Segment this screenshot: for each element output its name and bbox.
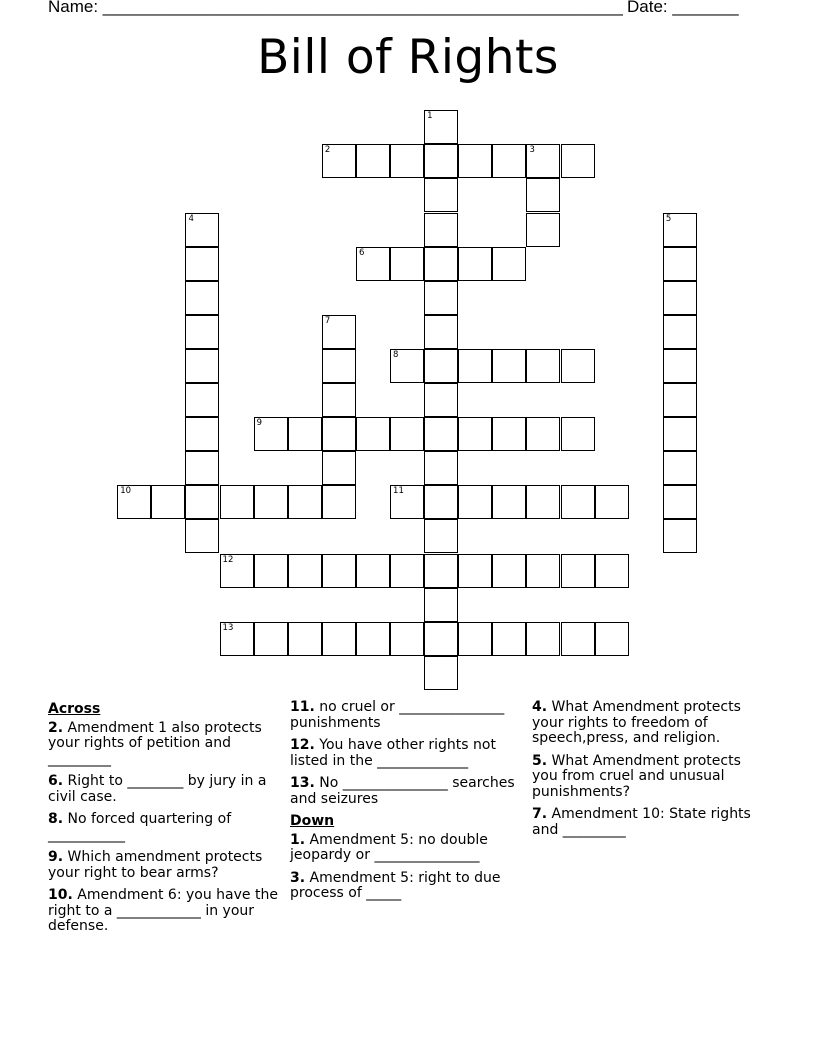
crossword-cell[interactable] xyxy=(322,349,356,383)
crossword-cell[interactable] xyxy=(390,144,424,178)
crossword-cell[interactable] xyxy=(595,622,629,656)
clue-text: Amendment 1 also protects your rights of petition and _________ xyxy=(48,719,262,767)
crossword-cell[interactable] xyxy=(561,554,595,588)
clue-number: 5. xyxy=(532,752,548,769)
clues-column-3 xyxy=(532,700,767,845)
crossword-cell[interactable] xyxy=(322,315,356,349)
clue-down-3 xyxy=(290,871,515,902)
crossword-cell[interactable] xyxy=(458,349,492,383)
crossword-cell[interactable] xyxy=(561,144,595,178)
down-heading: Down xyxy=(290,813,335,829)
crossword-cell[interactable] xyxy=(390,485,424,519)
clue-text: No _______________ searches and seizures xyxy=(290,775,515,807)
clue-number: 4. xyxy=(532,699,548,715)
crossword-cell[interactable] xyxy=(424,144,458,178)
crossword-cell[interactable] xyxy=(185,281,219,315)
cell-number: 5 xyxy=(665,213,672,224)
crossword-cell[interactable] xyxy=(322,485,356,519)
cell-number: 7 xyxy=(324,315,331,326)
clue-number: 10. xyxy=(48,887,73,903)
crossword-cell[interactable] xyxy=(424,349,458,383)
cell-number: 9 xyxy=(256,418,263,429)
crossword-cell[interactable] xyxy=(151,485,185,519)
crossword-cell[interactable] xyxy=(424,485,458,519)
crossword-cell[interactable] xyxy=(526,417,560,451)
crossword-cell[interactable] xyxy=(390,349,424,383)
crossword-cell[interactable] xyxy=(458,485,492,519)
crossword-cell[interactable] xyxy=(561,622,595,656)
crossword-cell[interactable] xyxy=(424,554,458,588)
crossword-cell[interactable] xyxy=(458,247,492,281)
crossword-cell[interactable] xyxy=(322,622,356,656)
clue-across-8 xyxy=(48,812,280,843)
cell-number: 12 xyxy=(222,554,234,565)
crossword-cell[interactable] xyxy=(526,485,560,519)
crossword-cell[interactable] xyxy=(492,349,526,383)
crossword-cell[interactable] xyxy=(117,485,151,519)
crossword-cell[interactable] xyxy=(185,349,219,383)
crossword-cell[interactable] xyxy=(561,485,595,519)
crossword-cell[interactable] xyxy=(356,417,390,451)
crossword-cell[interactable] xyxy=(424,417,458,451)
crossword-cell[interactable] xyxy=(424,281,458,315)
crossword-cell[interactable] xyxy=(322,383,356,417)
clue-across-9 xyxy=(48,850,280,881)
clue-text: no cruel or _______________ punishments xyxy=(290,699,505,731)
crossword-cell[interactable] xyxy=(663,519,697,553)
crossword-cell[interactable] xyxy=(424,315,458,349)
crossword-cell[interactable] xyxy=(526,554,560,588)
crossword-cell[interactable] xyxy=(663,451,697,485)
crossword-cell[interactable] xyxy=(254,622,288,656)
crossword-cell[interactable] xyxy=(185,247,219,281)
crossword-cell[interactable] xyxy=(322,417,356,451)
clues-column-1 xyxy=(48,700,280,942)
crossword-cell[interactable] xyxy=(424,519,458,553)
clue-text: Amendment 6: you have the right to a ____________ in your defense. xyxy=(48,887,278,934)
crossword-cell[interactable] xyxy=(390,247,424,281)
clue-number: 7. xyxy=(532,806,548,822)
crossword-cell[interactable] xyxy=(288,622,322,656)
crossword-cell[interactable] xyxy=(185,315,219,349)
crossword-cell[interactable] xyxy=(561,417,595,451)
clue-number: 8. xyxy=(48,811,64,827)
clue-across-6 xyxy=(48,774,280,805)
crossword-cell[interactable] xyxy=(185,417,219,451)
clues-column-2 xyxy=(290,700,515,909)
clue-across-11 xyxy=(290,700,515,731)
clue-number: 11. xyxy=(290,699,315,715)
crossword-cell[interactable] xyxy=(322,144,356,178)
crossword-cell[interactable] xyxy=(424,383,458,417)
date-field-label: Date: _______ xyxy=(627,0,739,16)
crossword-cell[interactable] xyxy=(663,213,697,247)
crossword-cell[interactable] xyxy=(424,588,458,622)
crossword-cell[interactable] xyxy=(492,247,526,281)
cell-number: 6 xyxy=(358,247,365,258)
clue-down-1 xyxy=(290,833,515,864)
crossword-cell[interactable] xyxy=(663,247,697,281)
cell-number: 4 xyxy=(188,213,194,224)
crossword-cell[interactable] xyxy=(185,213,219,247)
crossword-cell[interactable] xyxy=(492,554,526,588)
crossword-cell[interactable] xyxy=(492,622,526,656)
crossword-cell[interactable] xyxy=(254,417,288,451)
crossword-cell[interactable] xyxy=(322,451,356,485)
crossword-cell[interactable] xyxy=(458,622,492,656)
clue-text: Amendment 5: right to due process of _____ xyxy=(290,869,501,901)
clue-across-13 xyxy=(290,776,515,807)
crossword-cell[interactable] xyxy=(492,485,526,519)
crossword-cell[interactable] xyxy=(458,554,492,588)
crossword-cell[interactable] xyxy=(663,383,697,417)
clue-text: Amendment 5: no double jeopardy or _______________ xyxy=(290,831,488,863)
clue-number: 13. xyxy=(290,775,315,791)
clue-text: Amendment 10: State rights and _________ xyxy=(532,806,751,838)
crossword-cell[interactable] xyxy=(663,417,697,451)
crossword-cell[interactable] xyxy=(288,417,322,451)
crossword-cell[interactable] xyxy=(424,110,458,144)
crossword-cell[interactable] xyxy=(561,349,595,383)
crossword-cell[interactable] xyxy=(220,622,254,656)
crossword-cell[interactable] xyxy=(663,281,697,315)
crossword-cell[interactable] xyxy=(220,485,254,519)
cell-number: 8 xyxy=(393,349,399,360)
cell-number: 13 xyxy=(222,622,234,633)
crossword-cell[interactable] xyxy=(424,247,458,281)
crossword-cell[interactable] xyxy=(526,144,560,178)
clue-across-10 xyxy=(48,888,280,935)
crossword-cell[interactable] xyxy=(526,349,560,383)
crossword-cell[interactable] xyxy=(458,144,492,178)
crossword-cell[interactable] xyxy=(390,554,424,588)
crossword-cell[interactable] xyxy=(288,485,322,519)
crossword-cell[interactable] xyxy=(424,178,458,212)
clue-number: 9. xyxy=(48,849,64,865)
crossword-cell[interactable] xyxy=(322,554,356,588)
clue-number: 2. xyxy=(48,719,64,736)
name-field-label: Name: _______________________________________________________ xyxy=(48,0,623,16)
crossword-cell[interactable] xyxy=(254,485,288,519)
clue-text: Right to ________ by jury in a civil case. xyxy=(48,773,267,805)
cell-number: 1 xyxy=(427,111,433,122)
crossword-cell[interactable] xyxy=(390,622,424,656)
crossword-cell[interactable] xyxy=(526,213,560,247)
clue-down-5 xyxy=(532,754,767,801)
page-title: Bill of Rights xyxy=(257,30,559,85)
crossword-cell[interactable] xyxy=(458,417,492,451)
cell-number: 11 xyxy=(393,486,404,497)
crossword-cell[interactable] xyxy=(254,554,288,588)
crossword-cell[interactable] xyxy=(424,451,458,485)
crossword-cell[interactable] xyxy=(390,417,424,451)
crossword-cell[interactable] xyxy=(356,554,390,588)
crossword-cell[interactable] xyxy=(185,519,219,553)
crossword-cell[interactable] xyxy=(185,451,219,485)
across-heading: Across xyxy=(48,701,101,717)
clue-text: What Amendment protects your rights to freedom of speech,press, and religion. xyxy=(532,699,741,746)
clue-text: What Amendment protects you from cruel and unusual punishments? xyxy=(532,752,741,800)
clue-text: No forced quartering of ___________ xyxy=(48,811,232,843)
crossword-cell[interactable] xyxy=(288,554,322,588)
crossword-cell[interactable] xyxy=(526,622,560,656)
crossword-cell[interactable] xyxy=(424,656,458,690)
clue-number: 6. xyxy=(48,773,64,789)
clue-across-2 xyxy=(48,721,280,768)
clue-number: 1. xyxy=(290,831,306,848)
crossword-cell[interactable] xyxy=(220,554,254,588)
clue-text: Which amendment protects your right to bear arms? xyxy=(48,849,263,881)
crossword-cell[interactable] xyxy=(185,485,219,519)
crossword-cell[interactable] xyxy=(526,178,560,212)
crossword-cell[interactable] xyxy=(185,383,219,417)
crossword-cell[interactable] xyxy=(492,417,526,451)
clue-down-7 xyxy=(532,807,767,838)
crossword-cell[interactable] xyxy=(595,485,629,519)
clue-number: 12. xyxy=(290,737,315,753)
clue-across-12 xyxy=(290,738,515,769)
cell-number: 10 xyxy=(120,486,132,497)
crossword-cell[interactable] xyxy=(663,349,697,383)
crossword-cell[interactable] xyxy=(663,315,697,349)
crossword-cell[interactable] xyxy=(595,554,629,588)
crossword-cell[interactable] xyxy=(663,485,697,519)
crossword-cell[interactable] xyxy=(356,247,390,281)
clue-down-4 xyxy=(532,700,767,747)
crossword-cell[interactable] xyxy=(356,144,390,178)
crossword-cell[interactable] xyxy=(424,213,458,247)
crossword-cell[interactable] xyxy=(492,144,526,178)
cell-number: 2 xyxy=(324,145,331,156)
crossword-cell[interactable] xyxy=(424,622,458,656)
clue-text: You have other rights not listed in the _____________ xyxy=(290,737,496,769)
clue-number: 3. xyxy=(290,869,306,886)
cell-number: 3 xyxy=(529,145,535,156)
crossword-cell[interactable] xyxy=(356,622,390,656)
